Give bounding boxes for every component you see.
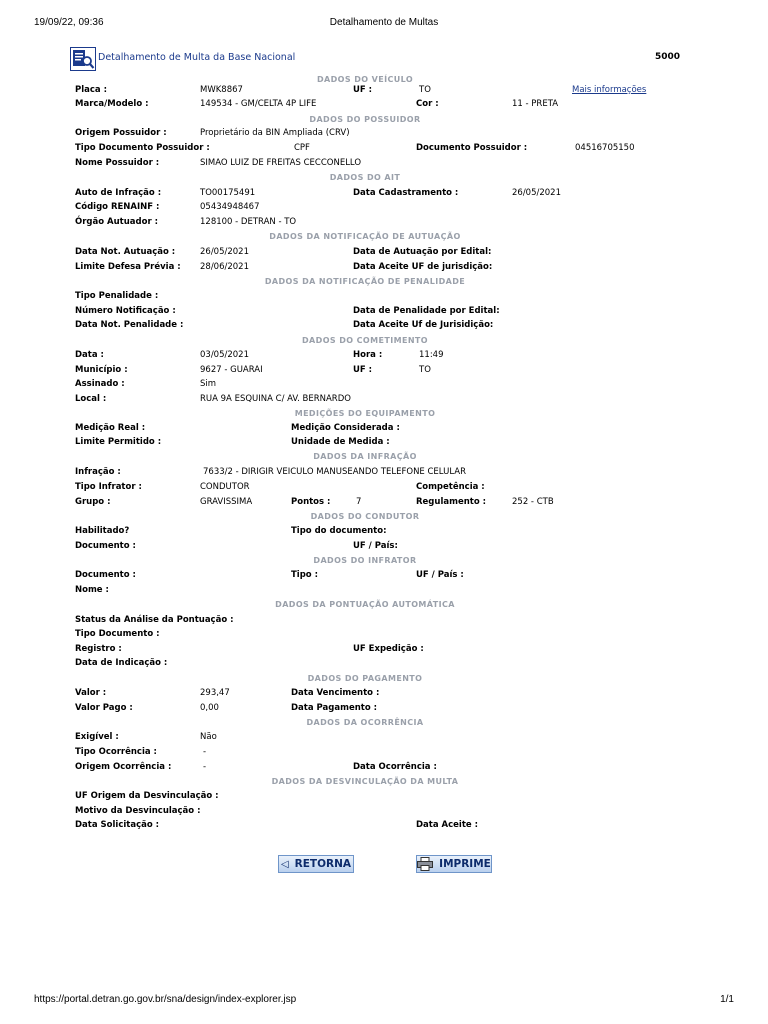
print-datetime: 19/09/22, 09:36 xyxy=(34,17,104,28)
tipo-doc-possuidor-label: Tipo Documento Possuidor : xyxy=(75,143,210,153)
section-notificacao-autuacao: DADOS DA NOTIFICAÇÃO DE AUTUAÇÃO xyxy=(269,232,461,241)
data-pagamento-label: Data Pagamento : xyxy=(291,703,378,713)
row-tipo-documento xyxy=(0,629,768,643)
nome-possuidor-value: SIMAO LUIZ DE FREITAS CECCONELLO xyxy=(200,158,362,168)
renainf-label: Código RENAINF : xyxy=(75,202,160,212)
tipo-penalidade-label: Tipo Penalidade : xyxy=(75,291,159,301)
print-header xyxy=(0,17,768,31)
placa-label: Placa : xyxy=(75,85,108,95)
uf-origem-desvinculacao-label: UF Origem da Desvinculação : xyxy=(75,791,219,801)
tipo-documento-label: Tipo Documento : xyxy=(75,629,160,639)
data-penalidade-edital-label: Data de Penalidade por Edital: xyxy=(353,306,500,316)
grupo-label: Grupo : xyxy=(75,497,111,507)
doc-possuidor-label: Documento Possuidor : xyxy=(416,143,528,153)
arrow-left-icon: ◁ xyxy=(280,858,289,870)
habilitado-label: Habilitado? xyxy=(75,526,130,536)
imprime-label: IMPRIME xyxy=(439,858,491,870)
row-tipo-ocorrencia xyxy=(0,747,768,761)
regulamento-value: 252 - CTB xyxy=(512,497,554,507)
municipio-label: Município : xyxy=(75,365,128,375)
row-infracao xyxy=(0,467,768,481)
retorna-label: RETORNA xyxy=(294,858,352,870)
tipo-ocorrencia-label: Tipo Ocorrência : xyxy=(75,747,157,757)
row-grupo xyxy=(0,497,768,511)
row-municipio xyxy=(0,365,768,379)
tipo-infrator-value: CONDUTOR xyxy=(200,482,250,492)
tipo-ocorrencia-value: - xyxy=(203,747,207,757)
data-indicacao-label: Data de Indicação : xyxy=(75,658,168,668)
tipo-doc-possuidor-value: CPF xyxy=(294,143,310,153)
page-header xyxy=(70,47,690,73)
row-documento-condutor xyxy=(0,541,768,555)
row-habilitado xyxy=(0,526,768,540)
assinado-value: Sim xyxy=(200,379,217,389)
imprime-button[interactable] xyxy=(416,855,492,873)
data-solicitacao-label: Data Solicitação : xyxy=(75,820,160,830)
limite-defesa-value: 28/06/2021 xyxy=(200,262,249,272)
page-url: https://portal.detran.go.gov.br/sna/design/index-explorer.jsp xyxy=(34,994,297,1005)
row-local xyxy=(0,394,768,408)
origem-possuidor-value: Proprietário da BIN Ampliada (CRV) xyxy=(200,128,350,138)
row-valor-pago xyxy=(0,703,768,717)
section-desvinculacao: DADOS DA DESVINCULAÇÃO DA MULTA xyxy=(271,777,459,786)
section-ocorrencia: DADOS DA OCORRÊNCIA xyxy=(306,718,424,727)
exigivel-label: Exigível : xyxy=(75,732,119,742)
mais-informacoes-link[interactable]: Mais informações xyxy=(572,85,647,95)
section-ait: DADOS DO AIT xyxy=(329,173,401,182)
renainf-value: 05434948467 xyxy=(200,202,260,212)
row-assinado xyxy=(0,379,768,393)
placa-value: MWK8867 xyxy=(200,85,243,95)
row-renainf xyxy=(0,202,768,216)
print-footer xyxy=(0,994,768,1008)
uf-cometimento-value: TO xyxy=(419,365,431,375)
marca-value: 149534 - GM/CELTA 4P LIFE xyxy=(200,99,317,109)
status-pontuacao-label: Status da Análise da Pontuação : xyxy=(75,615,234,625)
data-not-autuacao-label: Data Not. Autuação : xyxy=(75,247,176,257)
row-tipo-penalidade xyxy=(0,291,768,305)
marca-label: Marca/Modelo : xyxy=(75,99,149,109)
data-aceite-uf-label: Data Aceite UF de jurisdição: xyxy=(353,262,493,272)
row-registro xyxy=(0,644,768,658)
row-nome-infrator xyxy=(0,585,768,599)
section-possuidor: DADOS DO POSSUIDOR xyxy=(309,115,421,124)
row-origem-ocorrencia xyxy=(0,762,768,776)
uf-expedicao-label: UF Expedição : xyxy=(353,644,424,654)
printer-icon xyxy=(417,857,433,871)
uf-value: TO xyxy=(419,85,431,95)
row-data-solicitacao xyxy=(0,820,768,834)
page-title: Detalhamento de Multa da Base Nacional xyxy=(98,52,296,63)
data-aceite-label: Data Aceite : xyxy=(416,820,479,830)
hora-label: Hora : xyxy=(353,350,383,360)
valor-value: 293,47 xyxy=(200,688,230,698)
row-tipo-doc-possuidor xyxy=(0,143,768,157)
row-tipo-infrator xyxy=(0,482,768,496)
data-vencimento-label: Data Vencimento : xyxy=(291,688,380,698)
registro-label: Registro : xyxy=(75,644,122,654)
retorna-button[interactable] xyxy=(278,855,354,873)
row-documento-infrator xyxy=(0,570,768,584)
cor-value: 11 - PRETA xyxy=(512,99,559,109)
pontos-value: 7 xyxy=(356,497,362,507)
data-aceite-jurisdicao-label: Data Aceite Uf de Jurisidição: xyxy=(353,320,494,330)
doc-possuidor-value: 04516705150 xyxy=(575,143,635,153)
cor-label: Cor : xyxy=(416,99,439,109)
section-condutor: DADOS DO CONDUTOR xyxy=(310,512,420,521)
row-motivo-desvinculacao xyxy=(0,806,768,820)
municipio-value: 9627 - GUARAI xyxy=(200,365,263,375)
valor-pago-label: Valor Pago : xyxy=(75,703,133,713)
pontos-label: Pontos : xyxy=(291,497,331,507)
data-not-penalidade-label: Data Not. Penalidade : xyxy=(75,320,184,330)
row-data-cometimento xyxy=(0,350,768,364)
section-pagamento: DADOS DO PAGAMENTO xyxy=(307,674,423,683)
row-origem-possuidor xyxy=(0,128,768,142)
section-infrator: DADOS DO INFRATOR xyxy=(313,556,417,565)
motivo-desvinculacao-label: Motivo da Desvinculação : xyxy=(75,806,201,816)
grupo-value: GRAVISSIMA xyxy=(200,497,253,507)
nome-possuidor-label: Nome Possuidor : xyxy=(75,158,160,168)
print-title: Detalhamento de Multas xyxy=(329,17,439,28)
origem-ocorrencia-label: Origem Ocorrência : xyxy=(75,762,172,772)
section-pontuacao: DADOS DA PONTUAÇÃO AUTOMÁTICA xyxy=(275,600,455,609)
data-autuacao-edital-label: Data de Autuação por Edital: xyxy=(353,247,492,257)
data-cometimento-value: 03/05/2021 xyxy=(200,350,249,360)
assinado-label: Assinado : xyxy=(75,379,125,389)
uf-label: UF : xyxy=(353,85,373,95)
auto-label: Auto de Infração : xyxy=(75,188,162,198)
data-not-autuacao-value: 26/05/2021 xyxy=(200,247,249,257)
row-valor xyxy=(0,688,768,702)
row-exigivel xyxy=(0,732,768,746)
data-cadastramento-label: Data Cadastramento : xyxy=(353,188,459,198)
uf-pais-condutor-label: UF / País: xyxy=(353,541,398,551)
uf-pais-infrator-label: UF / País : xyxy=(416,570,464,580)
row-medicao-real xyxy=(0,423,768,437)
row-orgao xyxy=(0,217,768,231)
documento-infrator-label: Documento : xyxy=(75,570,136,580)
origem-ocorrencia-value: - xyxy=(203,762,207,772)
data-cadastramento-value: 26/05/2021 xyxy=(512,188,561,198)
data-cometimento-label: Data : xyxy=(75,350,104,360)
tipo-infrator-doc-label: Tipo : xyxy=(291,570,318,580)
row-uf-origem-desvinculacao xyxy=(0,791,768,805)
tipo-documento-condutor-label: Tipo do documento: xyxy=(291,526,387,536)
unidade-medida-label: Unidade de Medida : xyxy=(291,437,390,447)
document-search-icon xyxy=(70,47,96,71)
competencia-label: Competência : xyxy=(416,482,485,492)
row-data-indicacao xyxy=(0,658,768,672)
data-ocorrencia-label: Data Ocorrência : xyxy=(353,762,437,772)
section-veiculo: DADOS DO VEÍCULO xyxy=(316,75,414,84)
row-status-pontuacao xyxy=(0,615,768,629)
limite-defesa-label: Limite Defesa Prévia : xyxy=(75,262,181,272)
medicao-real-label: Medição Real : xyxy=(75,423,146,433)
row-limite-defesa xyxy=(0,262,768,276)
section-infracao: DADOS DA INFRAÇÃO xyxy=(313,452,417,461)
medicao-considerada-label: Medição Considerada : xyxy=(291,423,400,433)
row-limite-permitido xyxy=(0,437,768,451)
documento-condutor-label: Documento : xyxy=(75,541,136,551)
row-placa xyxy=(0,85,768,99)
hora-value: 11:49 xyxy=(419,350,444,360)
orgao-label: Órgão Autuador : xyxy=(75,217,158,227)
regulamento-label: Regulamento : xyxy=(416,497,487,507)
auto-value: TO00175491 xyxy=(200,188,256,198)
section-cometimento: DADOS DO COMETIMENTO xyxy=(302,336,428,345)
row-nome-possuidor xyxy=(0,158,768,172)
tipo-infrator-label: Tipo Infrator : xyxy=(75,482,142,492)
page-code: 5000 xyxy=(654,52,680,62)
row-numero-notificacao xyxy=(0,306,768,320)
local-value: RUA 9A ESQUINA C/ AV. BERNARDO xyxy=(200,394,351,404)
origem-possuidor-label: Origem Possuidor : xyxy=(75,128,167,138)
section-medicoes: MEDIÇÕES DO EQUIPAMENTO xyxy=(294,409,436,418)
orgao-value: 128100 - DETRAN - TO xyxy=(200,217,297,227)
valor-label: Valor : xyxy=(75,688,107,698)
limite-permitido-label: Limite Permitido : xyxy=(75,437,162,447)
row-data-not-autuacao xyxy=(0,247,768,261)
local-label: Local : xyxy=(75,394,107,404)
uf-cometimento-label: UF : xyxy=(353,365,373,375)
page-number: 1/1 xyxy=(720,994,734,1005)
numero-notificacao-label: Número Notificação : xyxy=(75,306,176,316)
row-data-not-penalidade xyxy=(0,320,768,334)
row-auto xyxy=(0,188,768,202)
section-notificacao-penalidade: DADOS DA NOTIFICAÇÃO DE PENALIDADE xyxy=(264,277,466,286)
row-marca xyxy=(0,99,768,113)
valor-pago-value: 0,00 xyxy=(200,703,219,713)
infracao-label: Infração : xyxy=(75,467,121,477)
nome-infrator-label: Nome : xyxy=(75,585,109,595)
infracao-value: 7633/2 - DIRIGIR VEICULO MANUSEANDO TELEFONE CELULAR xyxy=(203,467,466,477)
exigivel-value: Não xyxy=(200,732,217,742)
